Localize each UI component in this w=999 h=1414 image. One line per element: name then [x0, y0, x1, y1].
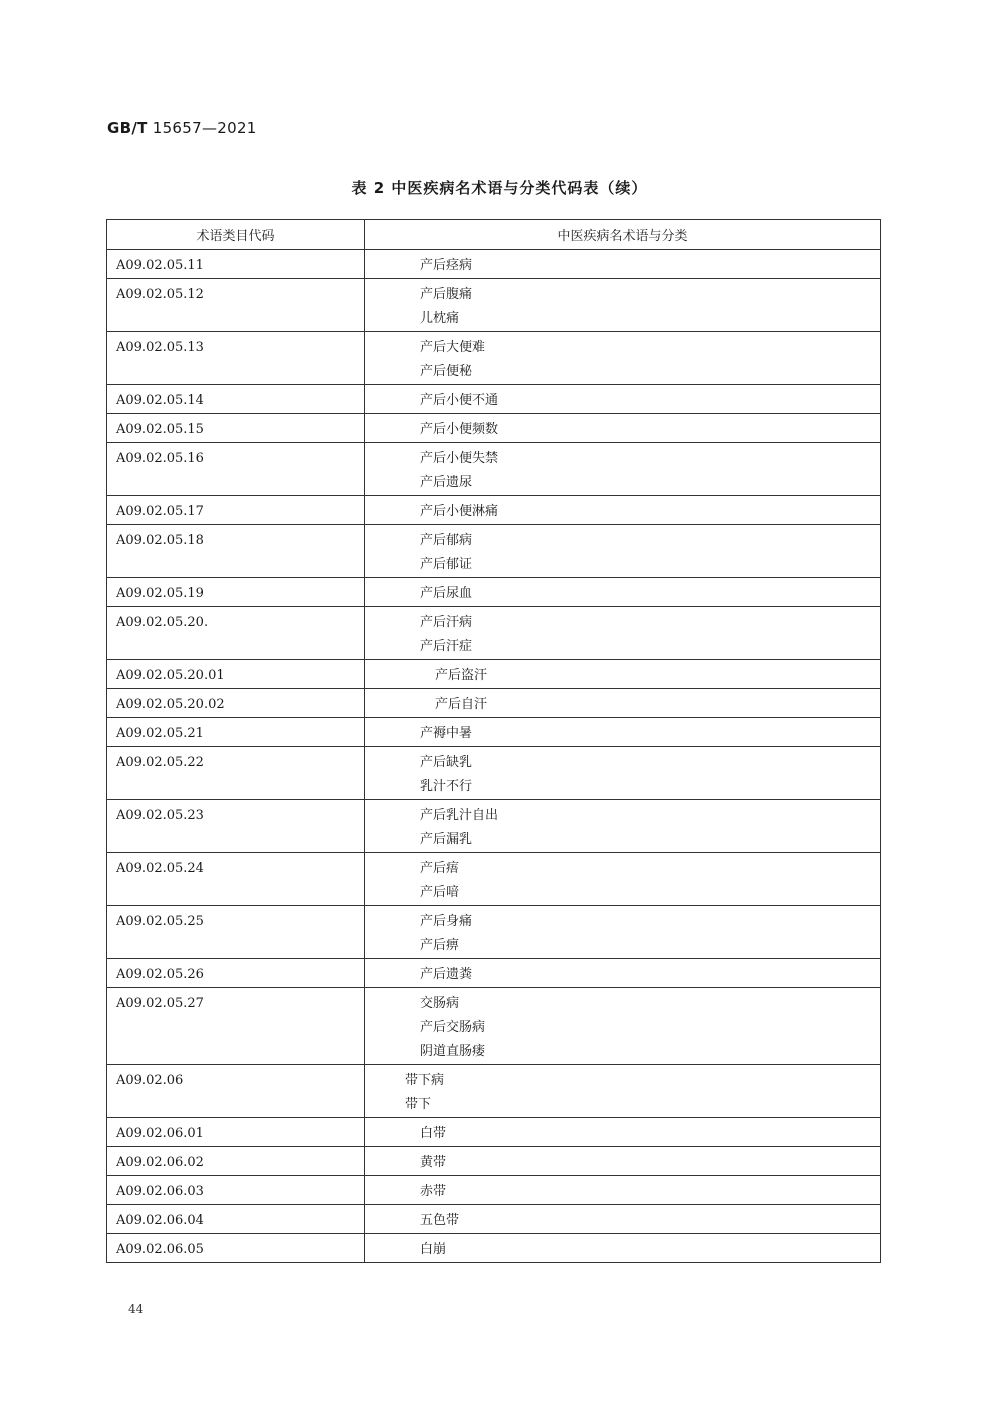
term-code: A09.02.05.20.01 [107, 660, 365, 689]
term-name: 产后自汗 [435, 697, 488, 712]
term-code: A09.02.05.19 [107, 578, 365, 607]
term-name: 产后交肠病 [420, 1020, 486, 1035]
table-row [107, 414, 881, 443]
table-row [107, 1176, 881, 1205]
term-name: 产后痹 [420, 938, 460, 953]
term-name: 产后小便失禁 [420, 451, 499, 466]
term-name: 产后乳汁自出 [420, 808, 499, 823]
term-names [365, 385, 881, 414]
term-code: A09.02.05.12 [107, 279, 365, 332]
term-name: 带下病 [405, 1073, 445, 1088]
table-row [107, 959, 881, 988]
term-name: 白带 [420, 1126, 447, 1141]
term-code: A09.02.06.03 [107, 1176, 365, 1205]
term-code: A09.02.05.14 [107, 385, 365, 414]
term-names [365, 718, 881, 747]
term-names [365, 1118, 881, 1147]
term-names [365, 800, 881, 853]
table-row [107, 1234, 881, 1263]
term-name: 产后缺乳 [420, 755, 473, 770]
page-number: 44 [128, 1302, 144, 1316]
table-row [107, 660, 881, 689]
term-name: 产后郁证 [420, 557, 473, 572]
term-code: A09.02.06.02 [107, 1147, 365, 1176]
term-code: A09.02.06.04 [107, 1205, 365, 1234]
standard-prefix: GB/T [107, 119, 148, 137]
term-code: A09.02.06 [107, 1065, 365, 1118]
term-code: A09.02.05.11 [107, 250, 365, 279]
term-names [365, 689, 881, 718]
term-name: 乳汁不行 [420, 779, 473, 794]
table-row [107, 747, 881, 800]
term-names [365, 525, 881, 578]
term-code: A09.02.05.27 [107, 988, 365, 1065]
term-names [365, 250, 881, 279]
term-name: 产后尿血 [420, 586, 473, 601]
term-name: 产后盗汗 [435, 668, 488, 683]
term-name: 五色带 [420, 1213, 460, 1228]
term-name: 产后腹痛 [420, 287, 473, 302]
term-names [365, 414, 881, 443]
term-name: 黄带 [420, 1155, 447, 1170]
term-names [365, 1234, 881, 1263]
table-header-row [107, 220, 881, 250]
standard-number: 15657—2021 [152, 119, 257, 137]
term-code: A09.02.05.15 [107, 414, 365, 443]
term-names [365, 496, 881, 525]
table-row [107, 279, 881, 332]
term-code: A09.02.05.20.02 [107, 689, 365, 718]
term-name: 产后便秘 [420, 364, 473, 379]
table-row [107, 250, 881, 279]
term-name: 产后郁病 [420, 533, 473, 548]
term-code: A09.02.05.23 [107, 800, 365, 853]
term-code: A09.02.06.05 [107, 1234, 365, 1263]
table-row [107, 800, 881, 853]
term-names [365, 1205, 881, 1234]
term-name: 产后汗病 [420, 615, 473, 630]
term-names [365, 906, 881, 959]
term-names [365, 443, 881, 496]
term-names [365, 1176, 881, 1205]
term-code: A09.02.05.20. [107, 607, 365, 660]
term-name: 产后痦 [420, 861, 460, 876]
term-name: 带下 [405, 1097, 432, 1112]
term-name: 产后大便难 [420, 340, 486, 355]
table-row [107, 332, 881, 385]
term-code: A09.02.05.21 [107, 718, 365, 747]
term-name: 产后小便频数 [420, 422, 499, 437]
term-names [365, 578, 881, 607]
term-code: A09.02.05.18 [107, 525, 365, 578]
table-row [107, 607, 881, 660]
term-name: 产后遗尿 [420, 475, 473, 490]
term-name: 产后喑 [420, 885, 460, 900]
term-code: A09.02.05.22 [107, 747, 365, 800]
table-title: 表 2 中医疾病名术语与分类代码表（续） [351, 179, 648, 197]
term-code: A09.02.05.16 [107, 443, 365, 496]
term-name: 产褥中暑 [420, 726, 473, 741]
table-body [107, 250, 881, 1263]
terms-table [106, 219, 881, 1263]
term-name: 产后身痛 [420, 914, 473, 929]
column-header-names: 中医疾病名术语与分类 [365, 220, 881, 250]
table-row [107, 988, 881, 1065]
term-code: A09.02.05.17 [107, 496, 365, 525]
term-names [365, 959, 881, 988]
standard-code [107, 119, 257, 137]
table-row [107, 525, 881, 578]
term-names [365, 607, 881, 660]
term-name: 产后遗粪 [420, 967, 473, 982]
table-row [107, 578, 881, 607]
term-code: A09.02.05.26 [107, 959, 365, 988]
term-names [365, 747, 881, 800]
column-header-code: 术语类目代码 [107, 220, 365, 250]
term-name: 产后痉病 [420, 258, 473, 273]
table-row [107, 906, 881, 959]
table-row [107, 385, 881, 414]
term-name: 阴道直肠瘘 [420, 1044, 486, 1059]
table-row [107, 853, 881, 906]
term-code: A09.02.05.25 [107, 906, 365, 959]
term-names [365, 660, 881, 689]
term-names [365, 1065, 881, 1118]
term-name: 儿枕痛 [420, 311, 460, 326]
table-row [107, 1065, 881, 1118]
table-row [107, 718, 881, 747]
term-names [365, 853, 881, 906]
term-name: 赤带 [420, 1184, 447, 1199]
term-names [365, 988, 881, 1065]
term-name: 交肠病 [420, 996, 460, 1011]
term-name: 产后漏乳 [420, 832, 473, 847]
term-names [365, 279, 881, 332]
table-row [107, 496, 881, 525]
table-row [107, 1205, 881, 1234]
term-name: 产后汗症 [420, 639, 473, 654]
term-code: A09.02.05.13 [107, 332, 365, 385]
table-row [107, 443, 881, 496]
term-name: 产后小便淋痛 [420, 504, 499, 519]
term-names [365, 1147, 881, 1176]
table-row [107, 1118, 881, 1147]
table-row [107, 1147, 881, 1176]
term-name: 白崩 [420, 1242, 447, 1257]
term-name: 产后小便不通 [420, 393, 499, 408]
term-code: A09.02.05.24 [107, 853, 365, 906]
term-code: A09.02.06.01 [107, 1118, 365, 1147]
table-row [107, 689, 881, 718]
term-names [365, 332, 881, 385]
